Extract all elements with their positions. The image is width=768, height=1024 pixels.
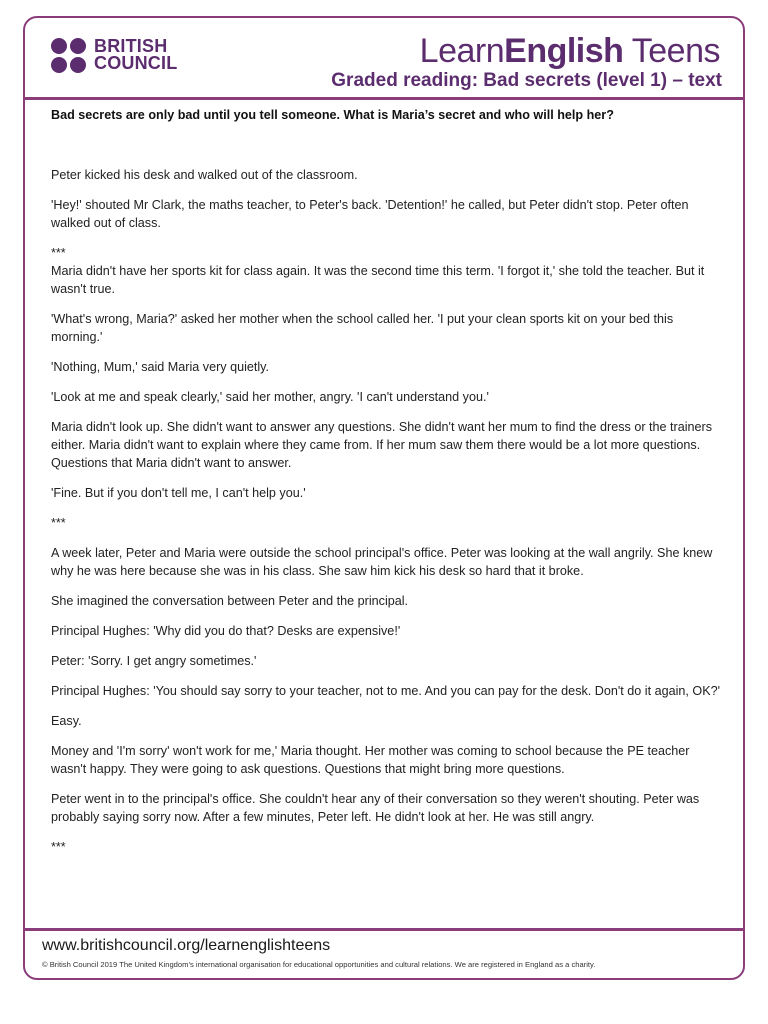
intro-text: Bad secrets are only bad until you tell someone. What is Maria’s secret and who will help her? <box>51 108 614 122</box>
paragraph: A week later, Peter and Maria were outside the school principal's office. Peter was looking at the wall angrily. She knew why he was here because she was in his class. She saw him kick his desk so hard that it broke. <box>51 546 713 578</box>
paragraph: Maria didn't have her sports kit for class again. It was the second time this term. 'I forgot it,' she told the teacher. But it wasn't true. <box>51 264 705 296</box>
paragraph: Maria didn't look up. She didn't want to answer any questions. She didn't want her mum to find the dress or the trainers either. Maria didn't want to explain where they came from. If her mum saw them there would be a lot more questions. Questions that Maria didn't want to answer. <box>51 420 713 470</box>
brand-learn: Learn <box>419 32 505 70</box>
paragraph: Principal Hughes: 'Why did you do that? Desks are expensive!' <box>51 624 401 638</box>
brand-english: English <box>504 32 624 70</box>
paragraph: Principal Hughes: 'You should say sorry to your teacher, not to me. And you can pay for the desk. Don't do it again, OK?' <box>51 684 721 698</box>
paragraph: 'What's wrong, Maria?' asked her mother when the school called her. 'I put your clean sports kit on your bed this morning.' <box>51 312 674 344</box>
paragraph: Peter went in to the principal's office. She couldn't hear any of their conversation so they weren't shouting. Peter was probably saying sorry now. After a few minutes, Peter left. He didn't look at her. He was still angry. <box>51 792 700 824</box>
logo-dot <box>70 38 86 54</box>
logo-dot <box>51 57 67 73</box>
brand-teens: Teens <box>623 32 720 70</box>
british-council-dots-icon <box>51 38 86 73</box>
section-separator: *** <box>51 516 66 530</box>
paragraph: 'Hey!' shouted Mr Clark, the maths teacher, to Peter's back. 'Detention!' he called, but Peter didn't stop. Peter often walked out of class. <box>51 198 689 230</box>
org-line-1: BRITISH <box>94 36 168 56</box>
paragraph: 'Nothing, Mum,' said Maria very quietly. <box>51 360 270 374</box>
paragraph: She imagined the conversation between Peter and the principal. <box>51 594 409 608</box>
logo-dot <box>70 57 86 73</box>
org-line-2: COUNCIL <box>94 53 178 73</box>
section-separator: *** <box>51 840 66 854</box>
logo-dot <box>51 38 67 54</box>
paragraph: 'Look at me and speak clearly,' said her mother, angry. 'I can't understand you.' <box>51 390 489 404</box>
paragraph: Money and 'I'm sorry' won't work for me,' Maria thought. Her mother was coming to school because the PE teacher wasn't happy. They were going to ask questions. Questions that might bring more questions. <box>51 744 690 776</box>
footer-copyright: © British Council 2019 The United Kingdom’s international organisation for educational opportunities and cultural relations. We are registered in England as a charity. <box>42 960 596 969</box>
footer-divider <box>25 928 743 931</box>
story-body <box>51 166 727 856</box>
paragraph: 'Fine. But if you don't tell me, I can't help you.' <box>51 486 306 500</box>
footer-url-link[interactable]: www.britishcouncil.org/learnenglishteens <box>42 937 331 954</box>
paragraph: Peter kicked his desk and walked out of the classroom. <box>51 168 358 182</box>
paragraph: Easy. <box>51 714 82 728</box>
paragraph: Peter: 'Sorry. I get angry sometimes.' <box>51 654 257 668</box>
british-council-wordmark <box>94 38 177 72</box>
header-divider <box>25 97 743 100</box>
british-council-logo <box>51 37 177 73</box>
section-separator: *** <box>51 246 66 260</box>
document-title: Graded reading: Bad secrets (level 1) – text <box>331 70 722 91</box>
learnenglish-teens-logo <box>420 32 720 71</box>
